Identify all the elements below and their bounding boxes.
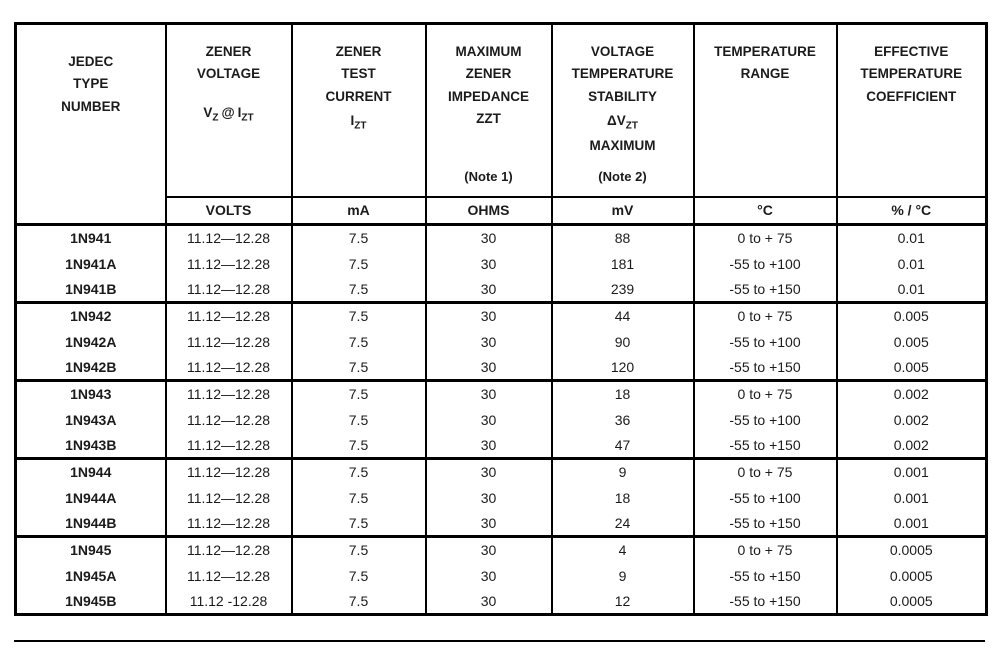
cell-stability: 12 (552, 589, 694, 615)
table-row (16, 303, 987, 329)
cell-current: 7.5 (292, 459, 426, 485)
cell-range: 0 to + 75 (694, 537, 837, 563)
cell-coefficient: 0.001 (837, 485, 987, 511)
cell-coefficient: 0.001 (837, 459, 987, 485)
cell-coefficient: 0.01 (837, 251, 987, 277)
cell-stability: 4 (552, 537, 694, 563)
cell-voltage: 11.12—12.28 (166, 355, 292, 381)
cell-range: -55 to +100 (694, 329, 837, 355)
cell-current: 7.5 (292, 251, 426, 277)
header-jedec-type-number (16, 24, 166, 225)
header-row (16, 24, 987, 197)
cell-stability: 47 (552, 433, 694, 459)
cell-voltage: 11.12—12.28 (166, 329, 292, 355)
header-line: VOLTAGE (590, 44, 655, 59)
header-line: TEMPERATURE (714, 44, 816, 59)
header-line: TYPE (73, 76, 109, 92)
cell-range: 0 to + 75 (694, 459, 837, 485)
cell-voltage: 11.12—12.28 (166, 407, 292, 433)
cell-impedance: 30 (426, 251, 552, 277)
cell-range: 0 to + 75 (694, 225, 837, 251)
cell-current: 7.5 (292, 277, 426, 303)
header-line: ZENER (335, 44, 382, 59)
header-line: TEST (341, 66, 376, 82)
cell-voltage: 11.12—12.28 (166, 277, 292, 303)
cell-coefficient: 0.0005 (837, 589, 987, 615)
header-line: CURRENT (325, 88, 392, 104)
table-row (16, 407, 987, 433)
table-row (16, 355, 987, 381)
cell-voltage: 11.12—12.28 (166, 251, 292, 277)
cell-range: 0 to + 75 (694, 381, 837, 407)
cell-impedance: 30 (426, 329, 552, 355)
unit-millivolts: mV (552, 197, 694, 225)
unit-milliamps: mA (292, 197, 426, 225)
cell-voltage: 11.12—12.28 (166, 485, 292, 511)
cell-impedance: 30 (426, 355, 552, 381)
cell-stability: 9 (552, 459, 694, 485)
header-line: MAXIMUM (589, 137, 656, 153)
cell-voltage: 11.12—12.28 (166, 563, 292, 589)
cell-impedance: 30 (426, 537, 552, 563)
cell-impedance: 30 (426, 589, 552, 615)
table-row (16, 459, 987, 485)
cell-range: -55 to +150 (694, 355, 837, 381)
cell-stability: 120 (552, 355, 694, 381)
cell-impedance: 30 (426, 381, 552, 407)
cell-range: -55 to +150 (694, 433, 837, 459)
cell-current: 7.5 (292, 433, 426, 459)
cell-type: 1N945 (16, 537, 166, 563)
cell-coefficient: 0.0005 (837, 537, 987, 563)
cell-stability: 18 (552, 381, 694, 407)
cell-current: 7.5 (292, 329, 426, 355)
table-row (16, 329, 987, 355)
header-line: EFFECTIVE (874, 44, 949, 59)
cell-range: 0 to + 75 (694, 303, 837, 329)
cell-impedance: 30 (426, 459, 552, 485)
cell-stability: 44 (552, 303, 694, 329)
cell-voltage: 11.12—12.28 (166, 511, 292, 537)
cell-range: -55 to +150 (694, 511, 837, 537)
header-line: NUMBER (61, 98, 121, 114)
cell-range: -55 to +150 (694, 277, 837, 303)
cell-type: 1N943 (16, 381, 166, 407)
header-voltage-temperature-stability (552, 24, 694, 197)
table-row (16, 485, 987, 511)
cell-stability: 181 (552, 251, 694, 277)
cell-voltage: 11.12—12.28 (166, 225, 292, 251)
table-row (16, 225, 987, 251)
header-line: JEDEC (68, 54, 114, 69)
unit-celsius: °C (694, 197, 837, 225)
cell-current: 7.5 (292, 589, 426, 615)
cell-range: -55 to +150 (694, 563, 837, 589)
cell-current: 7.5 (292, 381, 426, 407)
cell-type: 1N944A (16, 485, 166, 511)
table-row (16, 511, 987, 537)
unit-volts: VOLTS (166, 197, 292, 225)
header-line: ZENER (205, 44, 252, 59)
header-line: ZENER (465, 66, 512, 82)
header-line: VOLTAGE (196, 66, 261, 82)
cell-current: 7.5 (292, 225, 426, 251)
cell-coefficient: 0.002 (837, 407, 987, 433)
table-row (16, 277, 987, 303)
cell-range: -55 to +100 (694, 407, 837, 433)
cell-impedance: 30 (426, 303, 552, 329)
table-row (16, 589, 987, 615)
cell-stability: 9 (552, 563, 694, 589)
cell-voltage: 11.12—12.28 (166, 433, 292, 459)
cell-voltage: 11.12—12.28 (166, 381, 292, 407)
table-row (16, 381, 987, 407)
table-row (16, 251, 987, 277)
table-row (16, 433, 987, 459)
header-line: STABILITY (588, 88, 657, 104)
cell-stability: 24 (552, 511, 694, 537)
cell-impedance: 30 (426, 433, 552, 459)
zener-diode-specifications-table (14, 22, 988, 616)
unit-percent-per-celsius: % / °C (837, 197, 987, 225)
cell-range: -55 to +150 (694, 589, 837, 615)
cell-current: 7.5 (292, 407, 426, 433)
delta-vzt-symbol: $\Delta V_{ZT}$ (607, 112, 638, 132)
cell-impedance: 30 (426, 563, 552, 589)
cell-current: 7.5 (292, 537, 426, 563)
cell-voltage: 11.12 -12.28 (166, 589, 292, 615)
header-line: RANGE (740, 66, 790, 82)
vz-at-izt-symbol: $V_Z$ @ $I_{ZT}$ (203, 104, 254, 124)
cell-voltage: 11.12—12.28 (166, 303, 292, 329)
cell-current: 7.5 (292, 303, 426, 329)
cell-coefficient: 0.01 (837, 225, 987, 251)
header-line: MAXIMUM (455, 44, 522, 59)
cell-impedance: 30 (426, 511, 552, 537)
cell-coefficient: 0.001 (837, 511, 987, 537)
cell-coefficient: 0.005 (837, 329, 987, 355)
cell-type: 1N944 (16, 459, 166, 485)
cell-type: 1N942B (16, 355, 166, 381)
unit-ohms: OHMS (426, 197, 552, 225)
cell-impedance: 30 (426, 225, 552, 251)
header-maximum-zener-impedance (426, 24, 552, 197)
cell-coefficient: 0.0005 (837, 563, 987, 589)
header-temperature-range (694, 24, 837, 197)
zzt-symbol: ZZT (476, 110, 501, 126)
cell-type: 1N945B (16, 589, 166, 615)
cell-stability: 18 (552, 485, 694, 511)
header-line: COEFFICIENT (866, 88, 957, 104)
cell-stability: 239 (552, 277, 694, 303)
header-line: TEMPERATURE (860, 66, 963, 82)
page-bottom-rule (14, 640, 985, 642)
header-line: IMPEDANCE (447, 88, 529, 104)
cell-type: 1N941B (16, 277, 166, 303)
cell-type: 1N941 (16, 225, 166, 251)
header-zener-test-current (292, 24, 426, 197)
izt-symbol: $I_{ZT}$ (350, 112, 367, 132)
cell-coefficient: 0.002 (837, 433, 987, 459)
cell-type: 1N941A (16, 251, 166, 277)
cell-type: 1N945A (16, 563, 166, 589)
cell-current: 7.5 (292, 563, 426, 589)
header-line: TEMPERATURE (571, 66, 674, 82)
note-2-reference: (Note 2) (598, 168, 647, 184)
cell-coefficient: 0.002 (837, 381, 987, 407)
cell-impedance: 30 (426, 407, 552, 433)
cell-impedance: 30 (426, 485, 552, 511)
note-1-reference: (Note 1) (464, 168, 513, 184)
cell-coefficient: 0.01 (837, 277, 987, 303)
cell-range: -55 to +100 (694, 251, 837, 277)
cell-type: 1N942A (16, 329, 166, 355)
table-row (16, 537, 987, 563)
cell-current: 7.5 (292, 355, 426, 381)
cell-type: 1N943A (16, 407, 166, 433)
cell-current: 7.5 (292, 511, 426, 537)
cell-stability: 88 (552, 225, 694, 251)
cell-voltage: 11.12—12.28 (166, 537, 292, 563)
header-effective-temperature-coefficient (837, 24, 987, 197)
cell-coefficient: 0.005 (837, 355, 987, 381)
cell-range: -55 to +100 (694, 485, 837, 511)
cell-stability: 36 (552, 407, 694, 433)
cell-type: 1N944B (16, 511, 166, 537)
cell-current: 7.5 (292, 485, 426, 511)
header-zener-voltage (166, 24, 292, 197)
table-row (16, 563, 987, 589)
cell-type: 1N943B (16, 433, 166, 459)
cell-coefficient: 0.005 (837, 303, 987, 329)
cell-voltage: 11.12—12.28 (166, 459, 292, 485)
cell-impedance: 30 (426, 277, 552, 303)
cell-stability: 90 (552, 329, 694, 355)
cell-type: 1N942 (16, 303, 166, 329)
